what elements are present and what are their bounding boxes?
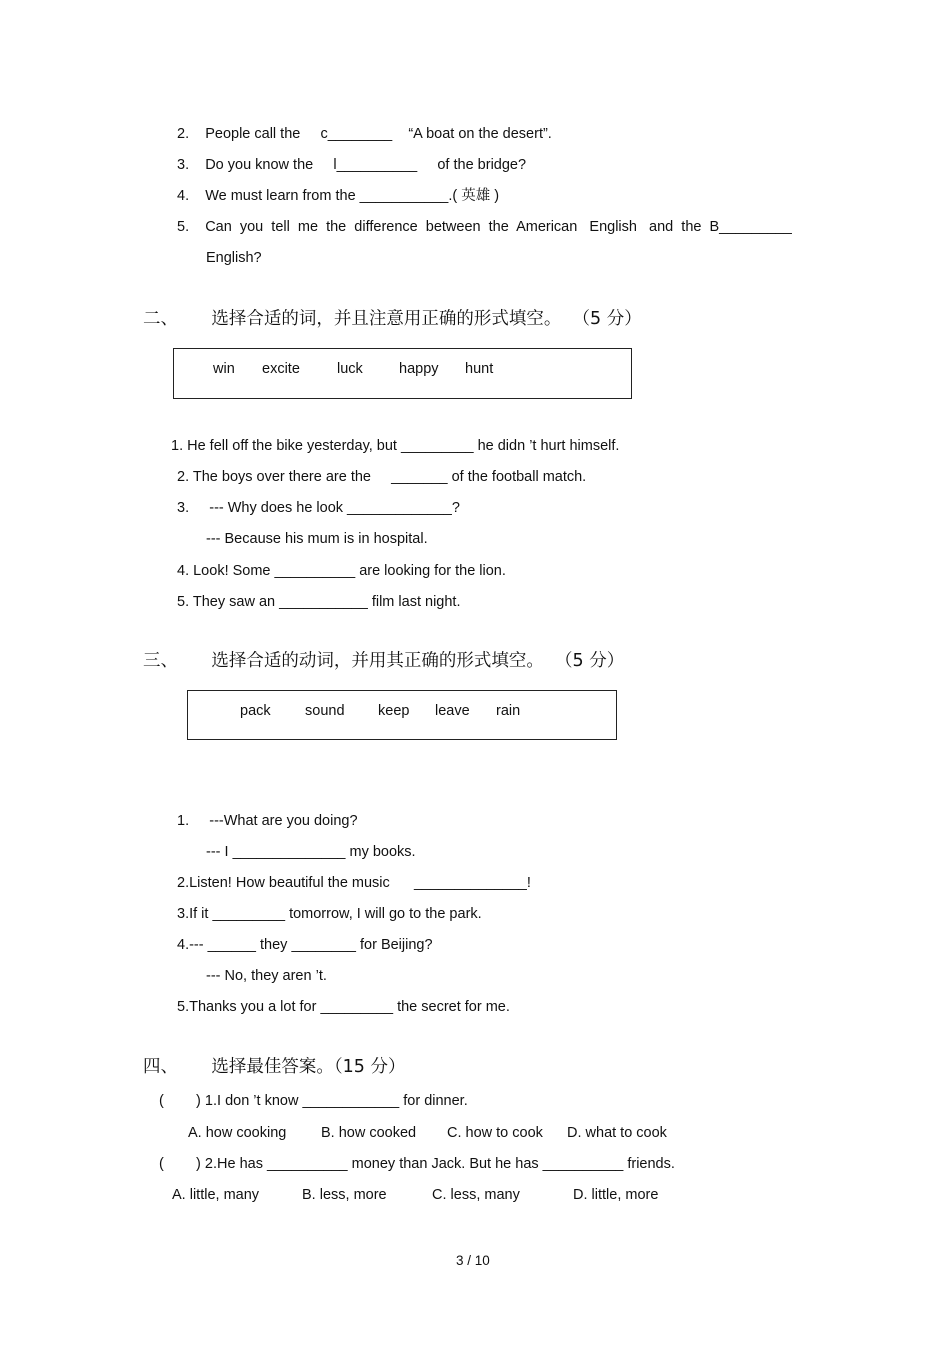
question-item: 1. He fell off the bike yesterday, but _________ he didn ’t hurt himself. (171, 438, 620, 454)
word-bank-item: keep (378, 703, 410, 719)
question-item: 3.If it _________ tomorrow, I will go to the park. (177, 906, 482, 922)
answer-option: D. what to cook (567, 1125, 667, 1141)
word-bank-item: pack (240, 703, 271, 719)
question-item: ( ) 1.I don ’t know ____________ for dinner. (159, 1093, 468, 1109)
word-bank-item: sound (305, 703, 345, 719)
section-heading: 三、 选择合适的动词，并用其正确的形式填空。 （5 分） (143, 651, 625, 671)
word-bank-item: hunt (465, 361, 494, 377)
answer-option: A. how cooking (188, 1125, 287, 1141)
question-item: 4. We must learn from the ___________.( 英雄 ) (177, 188, 500, 204)
question-item: 5.Thanks you a lot for _________ the secret for me. (177, 999, 510, 1015)
question-item: 2. The boys over there are the _______ of the football match. (177, 469, 587, 485)
page-number: 3 / 10 (456, 1253, 490, 1268)
question-item: 4.--- ______ they ________ for Beijing? (177, 937, 433, 953)
word-bank-item: win (213, 361, 235, 377)
word-bank-box (187, 690, 617, 740)
word-bank-item: luck (337, 361, 363, 377)
question-item: 5. Can you tell me the difference between the American English and the B_________ (177, 219, 792, 235)
question-item-continuation: --- I ______________ my books. (206, 844, 416, 860)
question-item: 1. ---What are you doing? (177, 813, 358, 829)
word-bank-item: rain (496, 703, 521, 719)
answer-option: A. little, many (172, 1187, 260, 1203)
word-bank-item: happy (399, 361, 439, 377)
answer-option: B. less, more (302, 1187, 387, 1203)
answer-option: D. little, more (573, 1187, 659, 1203)
question-item: 2.Listen! How beautiful the music ______________! (177, 875, 531, 891)
word-bank-item: excite (262, 361, 300, 377)
question-item: 3. Do you know the l__________ of the bridge? (177, 157, 527, 173)
question-item: 2. People call the c________ “A boat on the desert”. (177, 126, 552, 142)
answer-option: C. less, many (432, 1187, 520, 1203)
question-item: 4. Look! Some __________ are looking for the lion. (177, 563, 506, 579)
question-item: ( ) 2.He has __________ money than Jack. But he has __________ friends. (159, 1156, 675, 1172)
word-bank-box (173, 348, 632, 399)
question-item-continuation: --- No, they aren ’t. (206, 968, 327, 984)
question-item-continuation: --- Because his mum is in hospital. (206, 531, 428, 547)
section-heading: 四、 选择最佳答案。（15 分） (143, 1057, 406, 1077)
question-item: 3. --- Why does he look _____________? (177, 500, 460, 516)
answer-option: C. how to cook (447, 1125, 543, 1141)
answer-option: B. how cooked (321, 1125, 417, 1141)
word-bank-item: leave (435, 703, 470, 719)
question-item-continuation: English? (206, 250, 262, 266)
section-heading: 二、 选择合适的词，并且注意用正确的形式填空。 （5 分） (143, 309, 642, 329)
question-item: 5. They saw an ___________ film last night. (177, 594, 461, 610)
